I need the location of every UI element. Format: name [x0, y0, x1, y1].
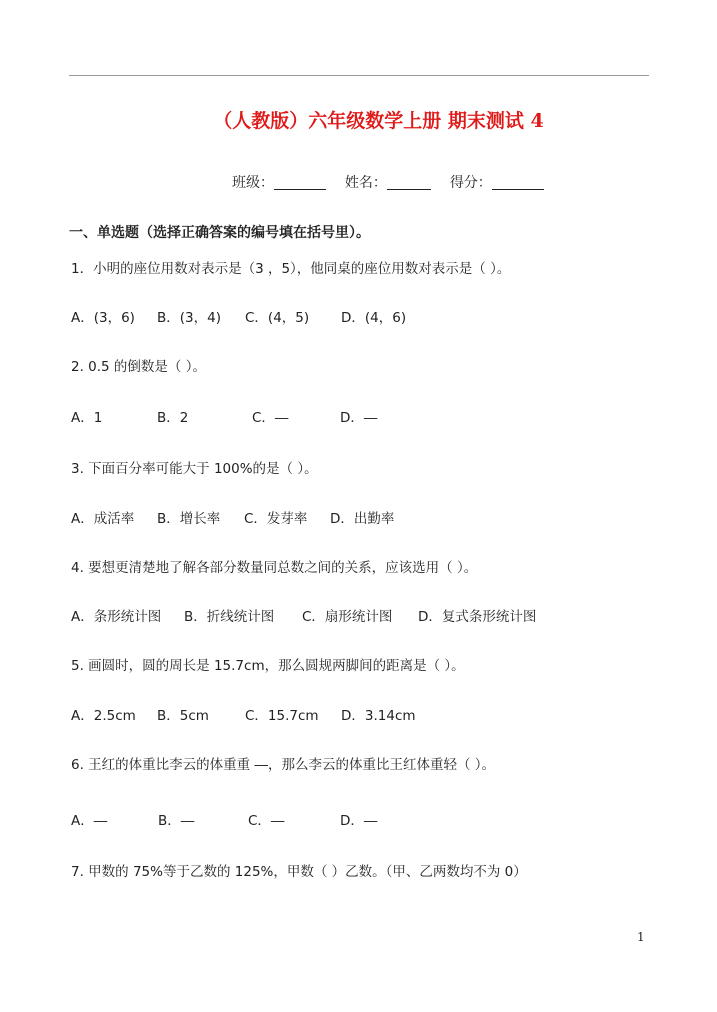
- option-a[interactable]: A．―: [71, 813, 108, 829]
- question-5-options: [71, 704, 416, 724]
- option-a[interactable]: A．1: [71, 410, 103, 426]
- question-4-options: [71, 605, 536, 625]
- option-c[interactable]: C．扇形统计图: [302, 609, 393, 625]
- option-d[interactable]: D．(4，6): [341, 310, 407, 326]
- option-b[interactable]: B．折线统计图: [184, 609, 275, 625]
- class-label: 班级：: [232, 175, 274, 191]
- class-blank[interactable]: [274, 175, 326, 190]
- name-label: 姓名：: [344, 175, 387, 191]
- option-c[interactable]: C．―: [248, 813, 285, 829]
- option-a[interactable]: A．2.5cm: [71, 708, 136, 724]
- question-4: 4. 要想更清楚地了解各部分数量同总数之间的关系，应该选用（ ）。: [71, 560, 478, 576]
- score-blank[interactable]: [492, 175, 544, 190]
- option-d[interactable]: D．复式条形统计图: [418, 609, 537, 625]
- question-2-options: [71, 406, 377, 426]
- question-6: 6. 王红的体重比李云的体重重 ―，那么李云的体重比王红体重轻（ ）。: [71, 757, 496, 773]
- question-7: 7. 甲数的 75%等于乙数的 125%，甲数（ ）乙数。（甲、乙两数均不为 0）: [71, 864, 527, 880]
- option-a[interactable]: A．条形统计图: [71, 609, 162, 625]
- option-d[interactable]: D．―: [340, 410, 378, 426]
- option-a[interactable]: A．(3，6): [71, 310, 135, 326]
- option-a[interactable]: A．成活率: [71, 511, 135, 527]
- question-1: 1．小明的座位用数对表示是（3 ，5），他同桌的座位用数对表示是（ ）。: [71, 261, 511, 277]
- header-rule: [69, 75, 649, 76]
- student-info-line: [232, 172, 544, 192]
- option-b[interactable]: B．―: [158, 813, 195, 829]
- question-3: 3. 下面百分率可能大于 100%的是（ ）。: [71, 461, 318, 477]
- option-c[interactable]: C．发芽率: [244, 511, 308, 527]
- question-6-options: [71, 809, 377, 829]
- option-d[interactable]: D．―: [340, 813, 378, 829]
- question-3-options: [71, 507, 394, 527]
- option-d[interactable]: D．出勤率: [330, 511, 395, 527]
- option-c[interactable]: C．―: [252, 410, 289, 426]
- question-5: 5. 画圆时，圆的周长是 15.7cm，那么圆规两脚间的距离是（ ）。: [71, 658, 465, 674]
- option-d[interactable]: D．3.14cm: [341, 708, 416, 724]
- option-b[interactable]: B．5cm: [157, 708, 209, 724]
- question-1-options: [71, 306, 406, 326]
- option-c[interactable]: C．(4，5): [245, 310, 310, 326]
- option-c[interactable]: C．15.7cm: [245, 708, 319, 724]
- document-title: （人教版）六年级数学上册 期末测试 4: [213, 110, 544, 132]
- page-number: 1: [637, 930, 645, 944]
- name-blank[interactable]: [387, 175, 431, 190]
- option-b[interactable]: B．(3，4): [157, 310, 221, 326]
- score-label: 得分：: [449, 175, 492, 191]
- section-heading: 一、单选题（选择正确答案的编号填在括号里）。: [69, 225, 370, 241]
- option-b[interactable]: B．增长率: [157, 511, 221, 527]
- question-2: 2. 0.5 的倒数是（ ）。: [71, 359, 206, 375]
- option-b[interactable]: B．2: [157, 410, 189, 426]
